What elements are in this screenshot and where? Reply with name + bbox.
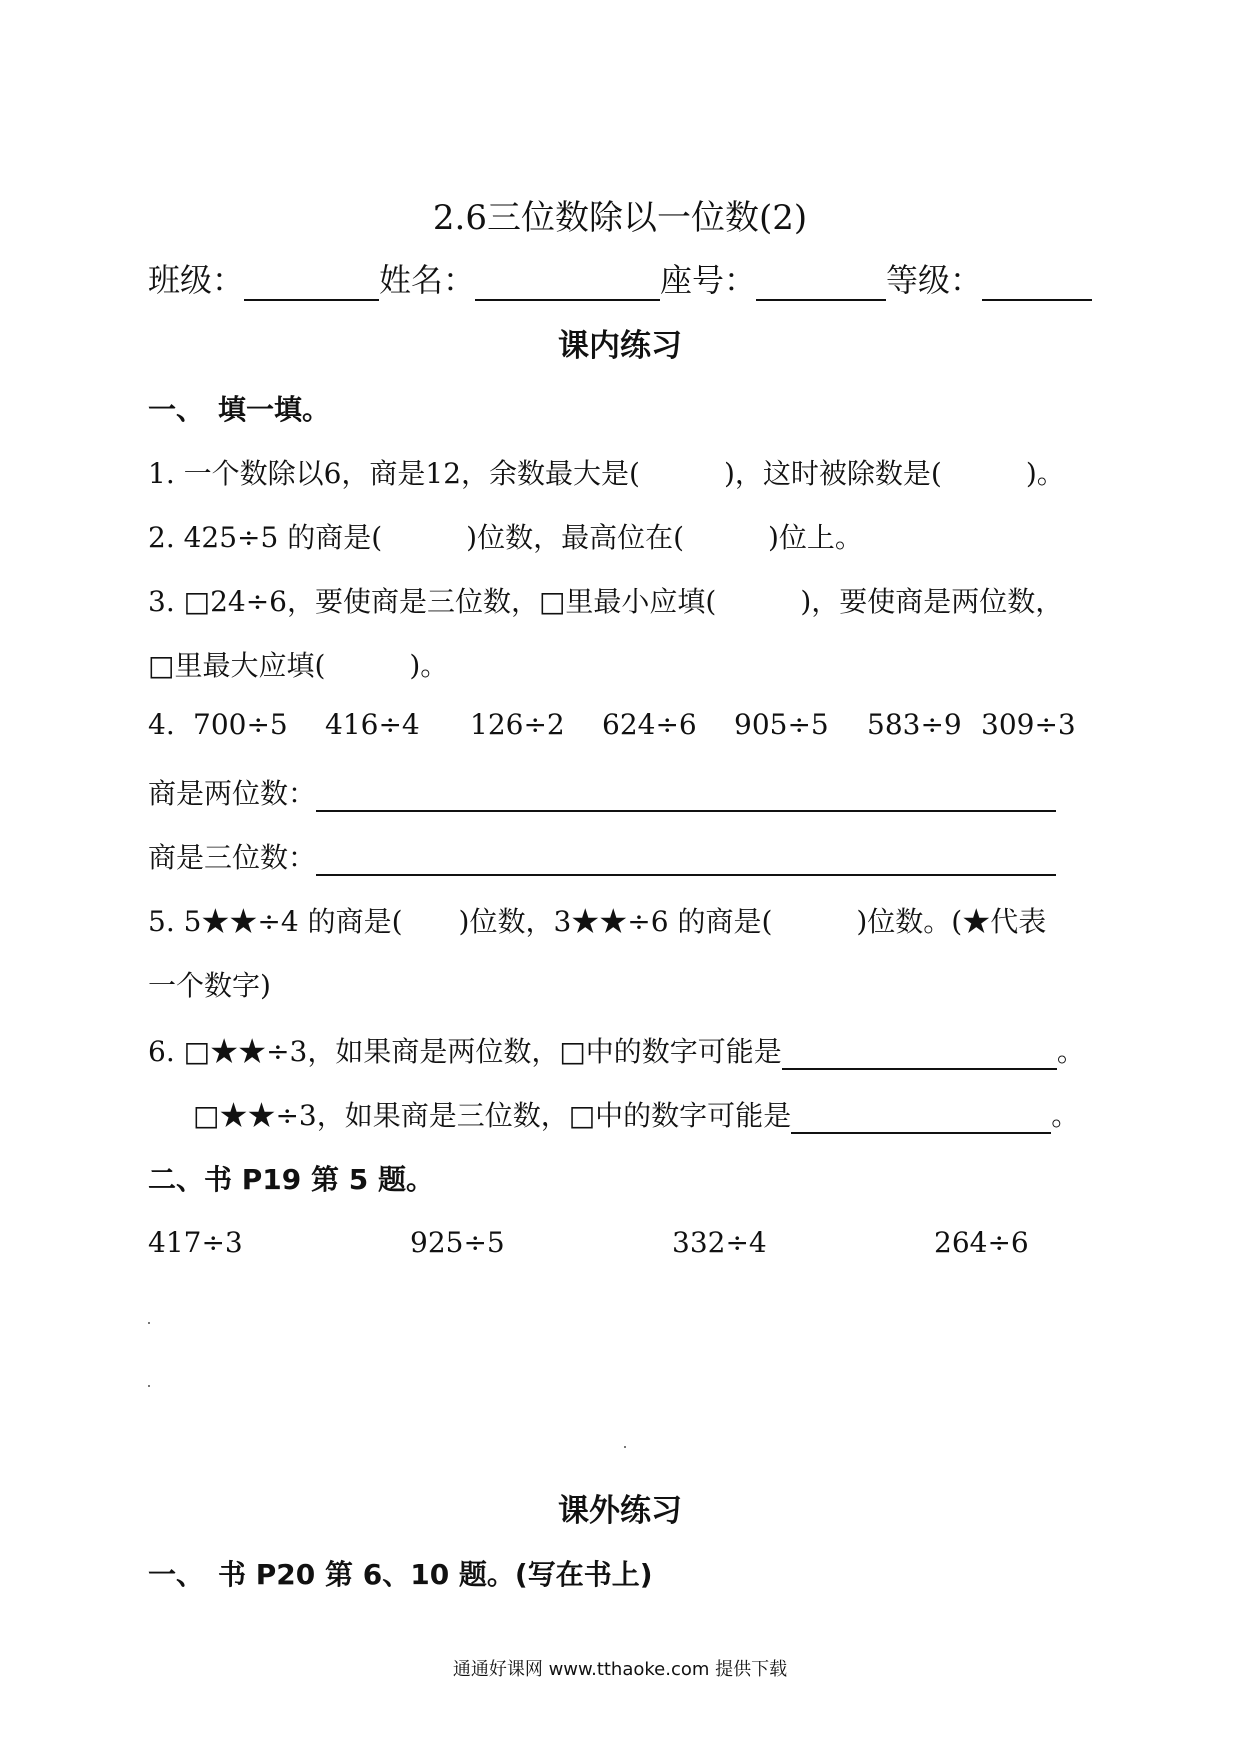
- q4-number: 4.: [148, 708, 175, 741]
- q4-three-digit-blank: [316, 848, 1056, 876]
- q4-two-digit-row: [148, 772, 1228, 812]
- q6-line2-end: 。: [1051, 1099, 1080, 1132]
- class-label: 班级：: [148, 261, 245, 299]
- question-4-expressions: [148, 708, 1228, 741]
- after-class-part1: 一、 书 P20 第 6、10 题。(写在书上): [148, 1558, 653, 1591]
- seat-label: 座号：: [660, 261, 757, 299]
- scan-speck: [148, 1385, 150, 1387]
- question-5-line1: 5. 5★★÷4 的商是( )位数，3★★÷6 的商是( )位数。(★代表: [148, 905, 1047, 938]
- q4-three-digit-row: [148, 836, 1228, 876]
- part2-heading: 二、书 P19 第 5 题。: [148, 1163, 434, 1196]
- scan-speck: [148, 1322, 150, 1324]
- grade-label: 等级：: [886, 261, 983, 299]
- q4-expr: 416÷4: [325, 708, 420, 741]
- question-6-line1: [148, 1030, 1228, 1070]
- after-class-heading: 课外练习: [558, 1493, 682, 1529]
- q4-two-digit-label: 商是两位数：: [148, 777, 317, 810]
- question-6-line2: [193, 1094, 1240, 1134]
- in-class-heading: 课内练习: [558, 328, 682, 364]
- seat-blank: [756, 269, 886, 301]
- grade-blank: [982, 269, 1092, 301]
- q4-expr: 309÷3: [981, 708, 1076, 741]
- class-blank: [244, 269, 379, 301]
- q4-expr: 905÷5: [734, 708, 829, 741]
- part2-expressions: [148, 1226, 1228, 1259]
- scan-speck: [624, 1446, 626, 1448]
- student-info-fields: [148, 255, 1092, 301]
- q6-line2-text: □★★÷3，如果商是三位数，□中的数字可能是: [193, 1099, 792, 1132]
- q4-expr: 126÷2: [470, 708, 565, 741]
- name-blank: [475, 269, 660, 301]
- q6-line1-end: 。: [1056, 1035, 1085, 1068]
- q4-expr: 583÷9: [867, 708, 962, 741]
- q6-line1-text: 6. □★★÷3，如果商是两位数，□中的数字可能是: [148, 1035, 782, 1068]
- name-label: 姓名：: [379, 261, 476, 299]
- q6-line2-blank: [791, 1106, 1051, 1134]
- part1-heading: 一、 填一填。: [148, 393, 331, 426]
- q6-line1-blank: [782, 1042, 1057, 1070]
- footer-credit: 通通好课网 www.tthaoke.com 提供下载: [452, 1659, 788, 1680]
- q4-expr: 624÷6: [602, 708, 697, 741]
- question-3-line2: □里最大应填( )。: [148, 649, 449, 682]
- q4-expr: 700÷5: [193, 708, 288, 741]
- part2-expr: 264÷6: [934, 1226, 1029, 1259]
- part2-expr: 417÷3: [148, 1226, 243, 1259]
- question-5-line2: 一个数字): [148, 969, 271, 1002]
- question-2: 2. 425÷5 的商是( )位数，最高位在( )位上。: [148, 521, 863, 554]
- page-title: 2.6三位数除以一位数(2): [432, 198, 808, 238]
- part2-expr: 925÷5: [410, 1226, 505, 1259]
- q4-two-digit-blank: [316, 784, 1056, 812]
- q4-three-digit-label: 商是三位数：: [148, 841, 317, 874]
- question-1: 1. 一个数除以6，商是12，余数最大是( )，这时被除数是( )。: [148, 457, 1065, 490]
- question-3-line1: 3. □24÷6，要使商是三位数，□里最小应填( )，要使商是两位数，: [148, 585, 1064, 618]
- part2-expr: 332÷4: [672, 1226, 767, 1259]
